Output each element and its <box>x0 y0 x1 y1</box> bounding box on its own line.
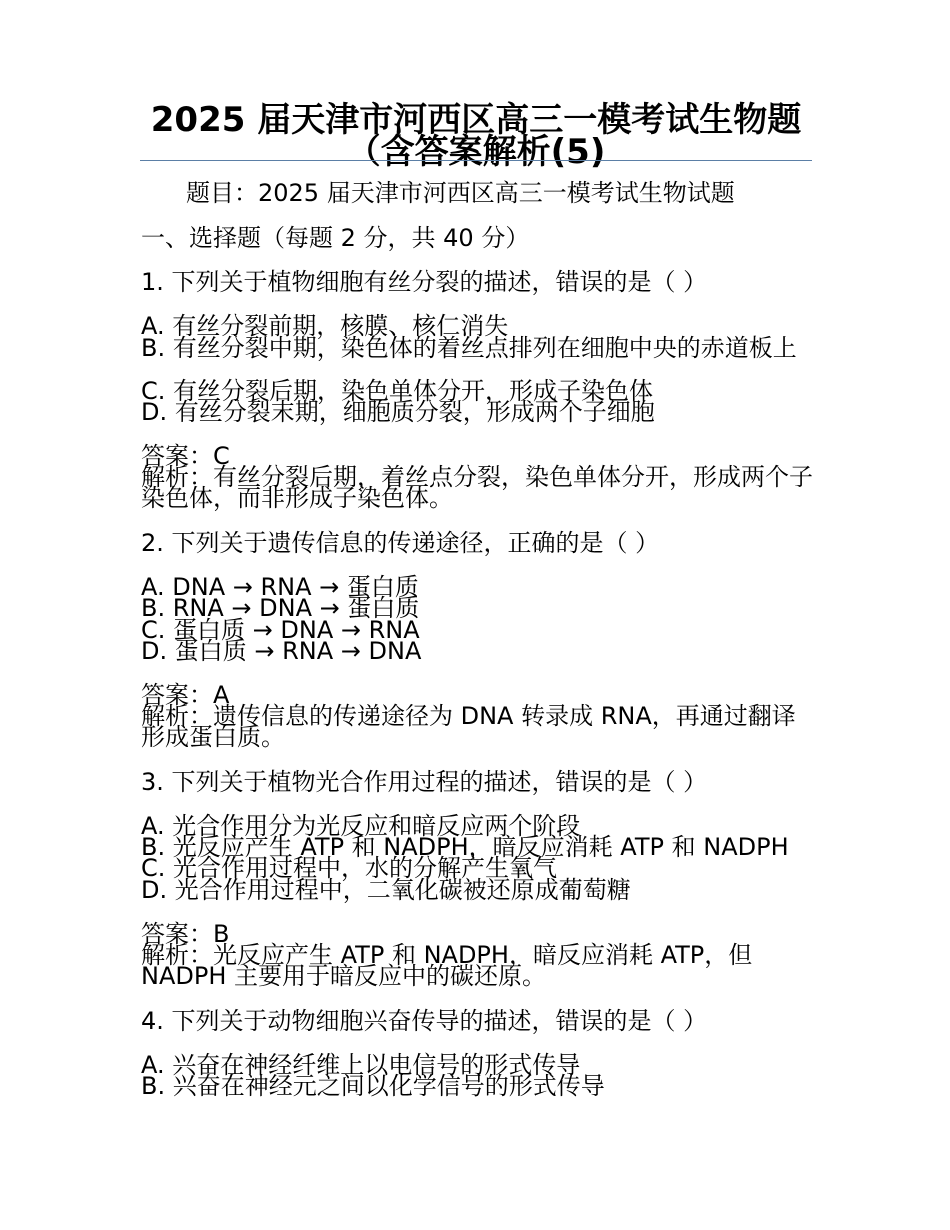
document-title: 2025 届天津市河西区高三一模考试生物题（含答案解析(5) <box>150 100 802 172</box>
question-option: B. RNA → DNA → 蛋白质 <box>141 594 420 622</box>
question-option: A. DNA → RNA → 蛋白质 <box>141 573 419 601</box>
question-option: D. 光合作用过程中，二氧化碳被还原成葡萄糖 <box>141 876 631 904</box>
question-option: C. 光合作用过程中，水的分解产生氧气 <box>141 854 558 882</box>
answer-line: 答案：B <box>141 920 230 948</box>
question-option: D. 蛋白质 → RNA → DNA <box>141 637 422 665</box>
question-stem: 3. 下列关于植物光合作用过程的描述，错误的是（ ） <box>141 768 708 796</box>
question-option: C. 有丝分裂后期，染色单体分开，形成子染色体 <box>141 377 654 405</box>
question-stem: 4. 下列关于动物细胞兴奋传导的描述，错误的是（ ） <box>141 1007 708 1035</box>
analysis-text: 解析：有丝分裂后期，着丝点分裂，染色单体分开，形成两个子染色体，而非形成子染色体。 <box>141 463 813 512</box>
analysis-text: 解析：光反应产生 ATP 和 NADPH，暗反应消耗 ATP，但 NADPH 主要用于暗反应中的碳还原。 <box>141 941 760 990</box>
question-option: B. 光反应产生 ATP 和 NADPH，暗反应消耗 ATP 和 NADPH <box>141 833 789 861</box>
answer-line: 答案：A <box>141 681 230 709</box>
document-subtitle: 题目：2025 届天津市河西区高三一模考试生物试题 <box>186 179 735 207</box>
question-option: B. 兴奋在神经元之间以化学信号的形式传导 <box>141 1072 605 1100</box>
question-option: A. 光合作用分为光反应和暗反应两个阶段 <box>141 812 581 840</box>
question-option: B. 有丝分裂中期，染色体的着丝点排列在细胞中央的赤道板上 <box>141 334 797 362</box>
question-stem: 1. 下列关于植物细胞有丝分裂的描述，错误的是（ ） <box>141 268 708 296</box>
question-option: D. 有丝分裂末期，细胞质分裂，形成两个子细胞 <box>141 398 655 426</box>
analysis-text: 解析：遗传信息的传递途径为 DNA 转录成 RNA，再通过翻译形成蛋白质。 <box>141 702 796 751</box>
question-option: A. 有丝分裂前期，核膜、核仁消失 <box>141 312 509 340</box>
title-divider <box>140 160 812 161</box>
question-stem: 2. 下列关于遗传信息的传递途径，正确的是（ ） <box>141 529 660 557</box>
question-option: C. 蛋白质 → DNA → RNA <box>141 616 420 644</box>
question-option: A. 兴奋在神经纤维上以电信号的形式传导 <box>141 1051 581 1079</box>
section-heading: 一、选择题（每题 2 分，共 40 分） <box>141 224 530 252</box>
answer-line: 答案：C <box>141 442 230 470</box>
